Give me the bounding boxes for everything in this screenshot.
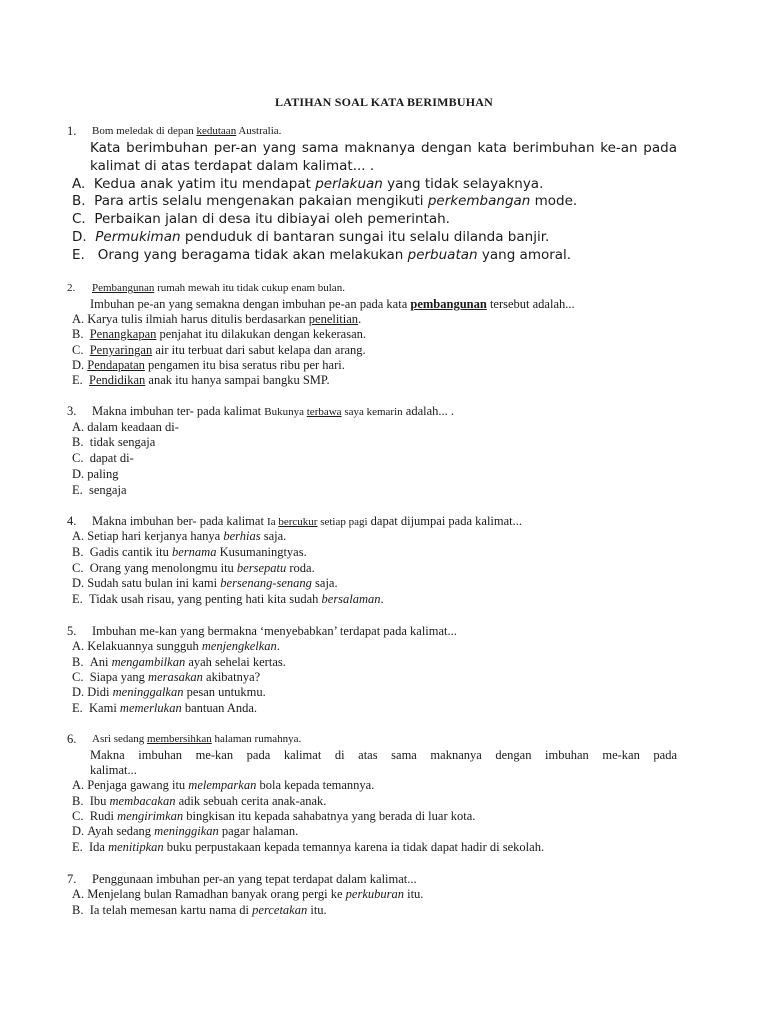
question-number: 4. bbox=[67, 514, 77, 528]
question-prompt: Makna imbuhan ter- pada kalimat Bukunya terbawa saya kemarin adalah... . bbox=[92, 404, 455, 418]
option-b: B. tidak sengaja bbox=[72, 435, 156, 449]
question-sentence: Pembangunan rumah mewah itu tidak cukup enam bulan. bbox=[92, 282, 345, 294]
option-d: D. Pendapatan pengamen itu bisa seratus ribu per hari. bbox=[72, 358, 345, 372]
option-b: B. Ani mengambilkan ayah sehelai kertas. bbox=[72, 655, 286, 669]
option-c: C. Siapa yang merasakan akibatnya? bbox=[72, 670, 261, 684]
option-c: C. Penyaringan air itu terbuat dari sabut kelapa dan arang. bbox=[72, 343, 366, 357]
option-a: A. Kedua anak yatim itu mendapat perlakuan yang tidak selayaknya. bbox=[72, 176, 544, 192]
question-prompt: Makna imbuhan ber- pada kalimat Ia bercukur setiap pagi dapat dijumpai pada kalimat... bbox=[92, 514, 523, 528]
question-number: 6. bbox=[67, 732, 77, 746]
option-e: E. sengaja bbox=[72, 483, 127, 497]
option-a: A. Setiap hari kerjanya hanya berhias saja. bbox=[72, 529, 287, 543]
option-d: D. Sudah satu bulan ini kami bersenang-senang saja. bbox=[72, 576, 338, 590]
option-b: B. Ia telah memesan kartu nama di percetakan itu. bbox=[72, 903, 327, 917]
question-prompt: Imbuhan pe-an yang semakna dengan imbuhan pe-an pada kata pembangunan tersebut adalah... bbox=[90, 297, 575, 311]
option-b: B. Ibu membacakan adik sebuah cerita anak-anak. bbox=[72, 794, 327, 808]
option-d: D. Permukiman penduduk di bantaran sungai itu selalu dilanda banjir. bbox=[72, 229, 550, 245]
question-number: 5. bbox=[67, 624, 77, 638]
option-b: B. Gadis cantik itu bernama Kusumaningtyas. bbox=[72, 545, 307, 559]
option-a: A. Penjaga gawang itu melemparkan bola kepada temannya. bbox=[72, 778, 375, 792]
option-a: A. Karya tulis ilmiah harus ditulis berdasarkan penelitian. bbox=[72, 312, 362, 326]
option-d: D. Ayah sedang meninggikan pagar halaman. bbox=[72, 824, 299, 838]
question-number: 1. bbox=[67, 124, 77, 138]
option-e: E. Pendidikan anak itu hanya sampai bangku SMP. bbox=[72, 373, 330, 387]
question-prompt-line-2: kalimat... bbox=[90, 763, 137, 777]
option-a: A. Kelakuannya sungguh menjengkelkan. bbox=[72, 639, 280, 653]
option-c: C. Perbaikan jalan di desa itu dibiayai oleh pemerintah. bbox=[72, 211, 450, 227]
option-b: B. Penangkapan penjahat itu dilakukan dengan kekerasan. bbox=[72, 327, 367, 341]
question-number: 3. bbox=[67, 404, 77, 418]
question-sentence: Bom meledak di depan kedutaan Australia. bbox=[92, 125, 282, 137]
option-e: E. Tidak usah risau, yang penting hati kita sudah bersalaman. bbox=[72, 592, 384, 606]
question-prompt: Penggunaan imbuhan per-an yang tepat terdapat dalam kalimat... bbox=[92, 872, 417, 886]
question-sentence: Asri sedang membersihkan halaman rumahnya. bbox=[92, 733, 302, 745]
question-prompt-line-1: Kata berimbuhan per-an yang sama maknanya dengan kata berimbuhan ke-an pada bbox=[90, 140, 677, 156]
option-e: E. Ida menitipkan buku perpustakaan kepada temannya karena ia tidak dapat hadir di sekolah. bbox=[72, 840, 545, 854]
option-a: A. dalam keadaan di- bbox=[72, 420, 179, 434]
option-c: C. Rudi mengirimkan bingkisan itu kepada sahabatnya yang berada di luar kota. bbox=[72, 809, 476, 823]
option-e: E. Orang yang beragama tidak akan melakukan perbuatan yang amoral. bbox=[72, 247, 572, 263]
page-title: LATIHAN SOAL KATA BERIMBUHAN bbox=[275, 95, 493, 109]
option-c: C. Orang yang menolongmu itu bersepatu roda. bbox=[72, 561, 315, 575]
option-b: B. Para artis selalu mengenakan pakaian mengikuti perkembangan mode. bbox=[72, 193, 578, 209]
option-e: E. Kami memerlukan bantuan Anda. bbox=[72, 701, 258, 715]
question-number: 7. bbox=[67, 872, 77, 886]
question-number: 2. bbox=[67, 282, 76, 294]
option-d: D. paling bbox=[72, 467, 119, 481]
option-a: A. Menjelang bulan Ramadhan banyak orang pergi ke perkuburan itu. bbox=[72, 887, 424, 901]
question-prompt: Imbuhan me-kan yang bermakna ‘menyebabkan’ terdapat pada kalimat... bbox=[92, 624, 457, 638]
option-c: C. dapat di- bbox=[72, 451, 134, 465]
question-prompt-line-1: Makna imbuhan me-kan pada kalimat di atas sama maknanya dengan imbuhan me-kan pada bbox=[90, 748, 677, 762]
question-prompt-line-2: kalimat di atas terdapat dalam kalimat... . bbox=[90, 158, 375, 174]
option-d: D. Didi meninggalkan pesan untukmu. bbox=[72, 685, 266, 699]
